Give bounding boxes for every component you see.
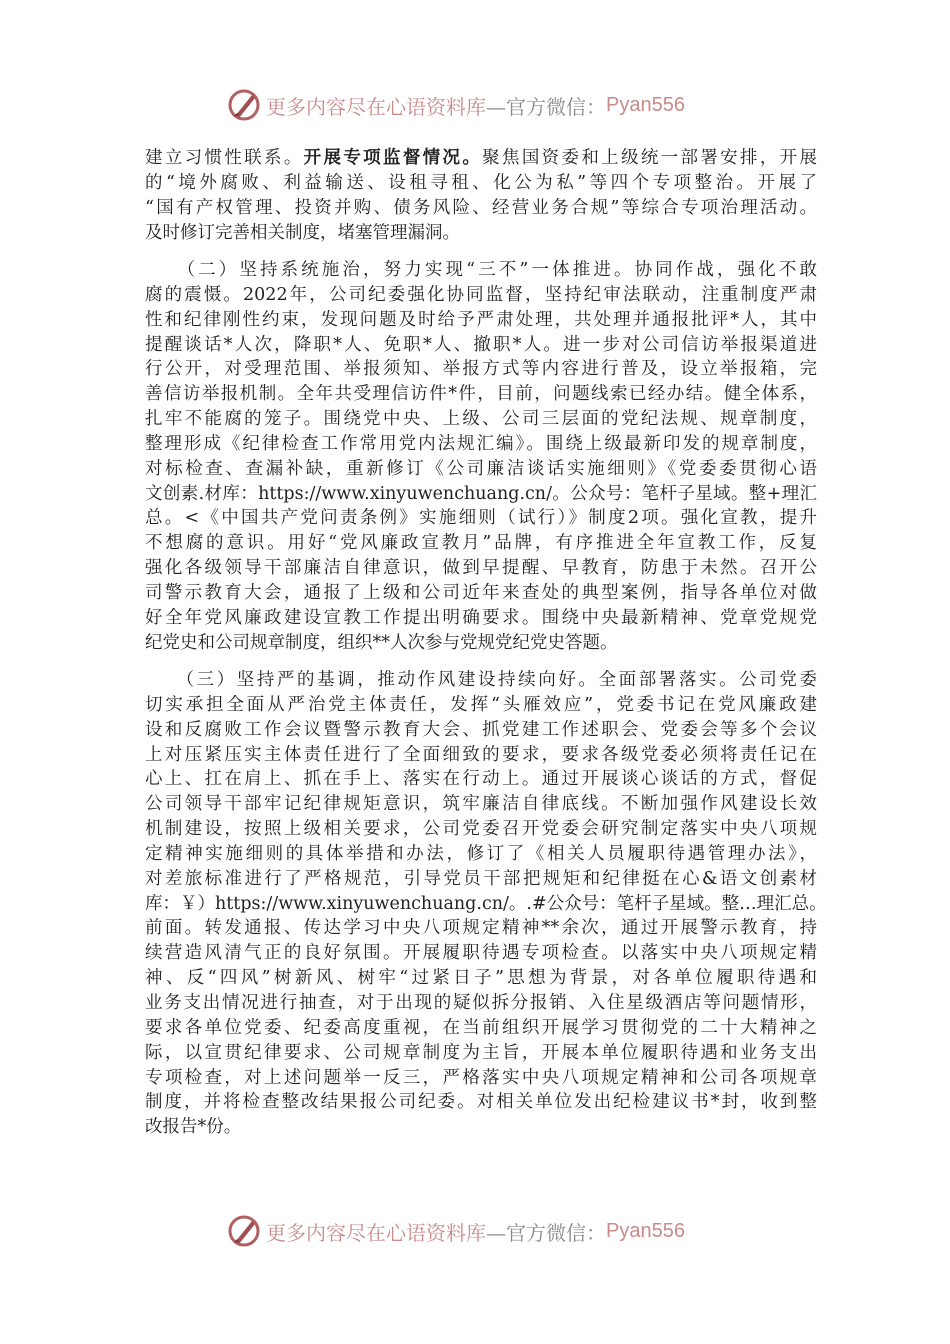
text-line: （三）坚持严的基调，推动作风建设持续向好。全面部署落实。公司党委 (145, 670, 817, 690)
text-line: 机制建设，按照上级相关要求，公司党委召开党委会研究制定落实中央八项规 (145, 819, 817, 840)
text-line: 强化各级领导干部廉洁自律意识，做到早提醒、早教育，防患于未然。召开公 (145, 558, 817, 579)
text-line: 切实承担全面从严治党主体责任，发挥“头雁效应”，党委书记在党风廉政建 (145, 694, 817, 715)
text-line: 专项检查，对上述问题举一反三，严格落实中央八项规定精神和公司各项规章 (145, 1067, 817, 1088)
text-line: 公司领导干部牢记纪律规矩意识，筑牢廉洁自律底线。不断加强作风建设长效 (145, 794, 817, 815)
text-line: 制度，并将检查整改结果报公司纪委。对相关单位发出纪检建议书*封，收到整 (145, 1092, 817, 1113)
text-line (145, 146, 817, 171)
banner-separator-text: —官方微信： (486, 94, 606, 119)
text-line: 不想腐的意识。用好“党风廉政宣教月”品牌，有序推进全年宣教工作，反复 (145, 533, 817, 554)
bold-heading: 开展专项监督情况。 (303, 148, 483, 168)
text-span: 聚焦国资委和上级统一部署安排，开展 (482, 148, 818, 168)
text-line: 前面。转发通报、传达学习中央八项规定精神**余次，通过开展警示教育，持 (145, 918, 817, 939)
banner-wechat-id: Pyan556 (606, 93, 685, 116)
text-line: 扎牢不能腐的笼子。围绕党中央、上级、公司三层面的党纪法规、规章制度， (145, 409, 817, 430)
text-line: 整理形成《纪律检查工作常用党内法规汇编》。围绕上级最新印发的规章制度， (145, 433, 817, 454)
text-line: 及时修订完善相关制度，堵塞管理漏洞。 (145, 222, 460, 243)
text-line: 提醒谈话*人次，降职*人、免职*人、撤职*人。进一步对公司信访举报渠道进 (145, 334, 817, 355)
text-line: 定精神实施细则的具体举措和办法，修订了《相关人员履职待遇管理办法》， (145, 843, 817, 864)
text-line: 的“境外腐败、利益输送、设租寻租、化公为私”等四个专项整治。开展了 (145, 172, 817, 193)
text-line: 文创素.材库：https://www.xinyuwenchuang.cn/。公众号：笔杆子星域。整+理汇 (145, 483, 817, 504)
text-line: 改报告*份。 (145, 1117, 242, 1138)
text-line: （二）坚持系统施治，努力实现“三不”一体推进。协同作战，强化不敢 (145, 260, 817, 280)
text-line: 上对压紧压实主体责任进行了全面细致的要求，要求各级党委必须将责任记在 (145, 744, 817, 765)
text-line: 际，以宣贯纪律要求、公司规章制度为主旨，开展本单位履职待遇和业务支出 (145, 1042, 817, 1063)
text-line: “国有产权管理、投资并购、债务风险、经营业务合规”等综合专项治理活动。 (145, 197, 817, 218)
text-span: 建立习惯性联系。 (145, 148, 304, 168)
pen-logo-icon (226, 1213, 262, 1249)
paragraph-1 (145, 146, 817, 245)
text-line: 续营造风清气正的良好氛围。开展履职待遇专项检查。以落实中央八项规定精 (145, 943, 817, 964)
banner-main-text: 更多内容尽在心语资料库 (266, 1220, 486, 1245)
footer-banner (226, 1211, 685, 1251)
text-line: 好全年党风廉政建设宣教工作提出明确要求。围绕中央最新精神、党章党规党 (145, 607, 817, 628)
paragraph-2 (145, 258, 817, 656)
text-line: 对标检查、查漏补缺，重新修订《公司廉洁谈话实施细则》《党委委贯彻心语 (145, 458, 817, 479)
text-line: 设和反腐败工作会议暨警示教育大会、抓党建工作述职会、党委会等多个会议 (145, 719, 817, 740)
text-line: 神、反“四风”树新风、树牢“过紧日子”思想为背景，对各单位履职待遇和 (145, 968, 817, 989)
text-line: 纪党史和公司规章制度，组织**人次参与党规党纪党史答题。 (145, 632, 618, 653)
text-line: 总。<《中国共产党问责条例》实施细则（试行）》制度2项。强化宣教，提升 (145, 508, 817, 529)
text-line: 行公开，对受理范围、举报须知、举报方式等内容进行普及，设立举报箱，完 (145, 359, 817, 380)
paragraph-3 (145, 668, 827, 1140)
text-line: 对差旅标准进行了严格规范，引导党员干部把规矩和纪律挺在心&语文创素材 (145, 868, 817, 889)
text-line: 库：￥）https://www.xinyuwenchuang.cn/。.#公众号：笔杆子星域。整…理汇总。 (145, 893, 827, 914)
text-line: 司警示教育大会，通报了上级和公司近年来查处的典型案例，指导各单位对做 (145, 582, 817, 603)
pen-logo-icon (226, 87, 262, 123)
text-line: 业务支出情况进行抽查，对于出现的疑似拆分报销、入住星级酒店等问题情形， (145, 992, 817, 1013)
text-line: 心上、扛在肩上、抓在手上、落实在行动上。通过开展谈心谈话的方式，督促 (145, 769, 817, 790)
text-line: 性和纪律刚性约束，发现问题及时给予严肃处理，共处理并通报批评*人，其中 (145, 309, 817, 330)
banner-main-text: 更多内容尽在心语资料库 (266, 94, 486, 119)
text-line: 要求各单位党委、纪委高度重视，在当前组织开展学习贯彻党的二十大精神之 (145, 1017, 817, 1038)
text-line: 腐的震慑。2022年，公司纪委强化协同监督，坚持纪审法联动，注重制度严肃 (145, 284, 817, 305)
header-banner (226, 85, 685, 125)
text-line: 善信访举报机制。全年共受理信访件*件，目前，问题线索已经办结。健全体系， (145, 384, 817, 405)
banner-separator-text: —官方微信： (486, 1220, 606, 1245)
banner-wechat-id: Pyan556 (606, 1219, 685, 1242)
